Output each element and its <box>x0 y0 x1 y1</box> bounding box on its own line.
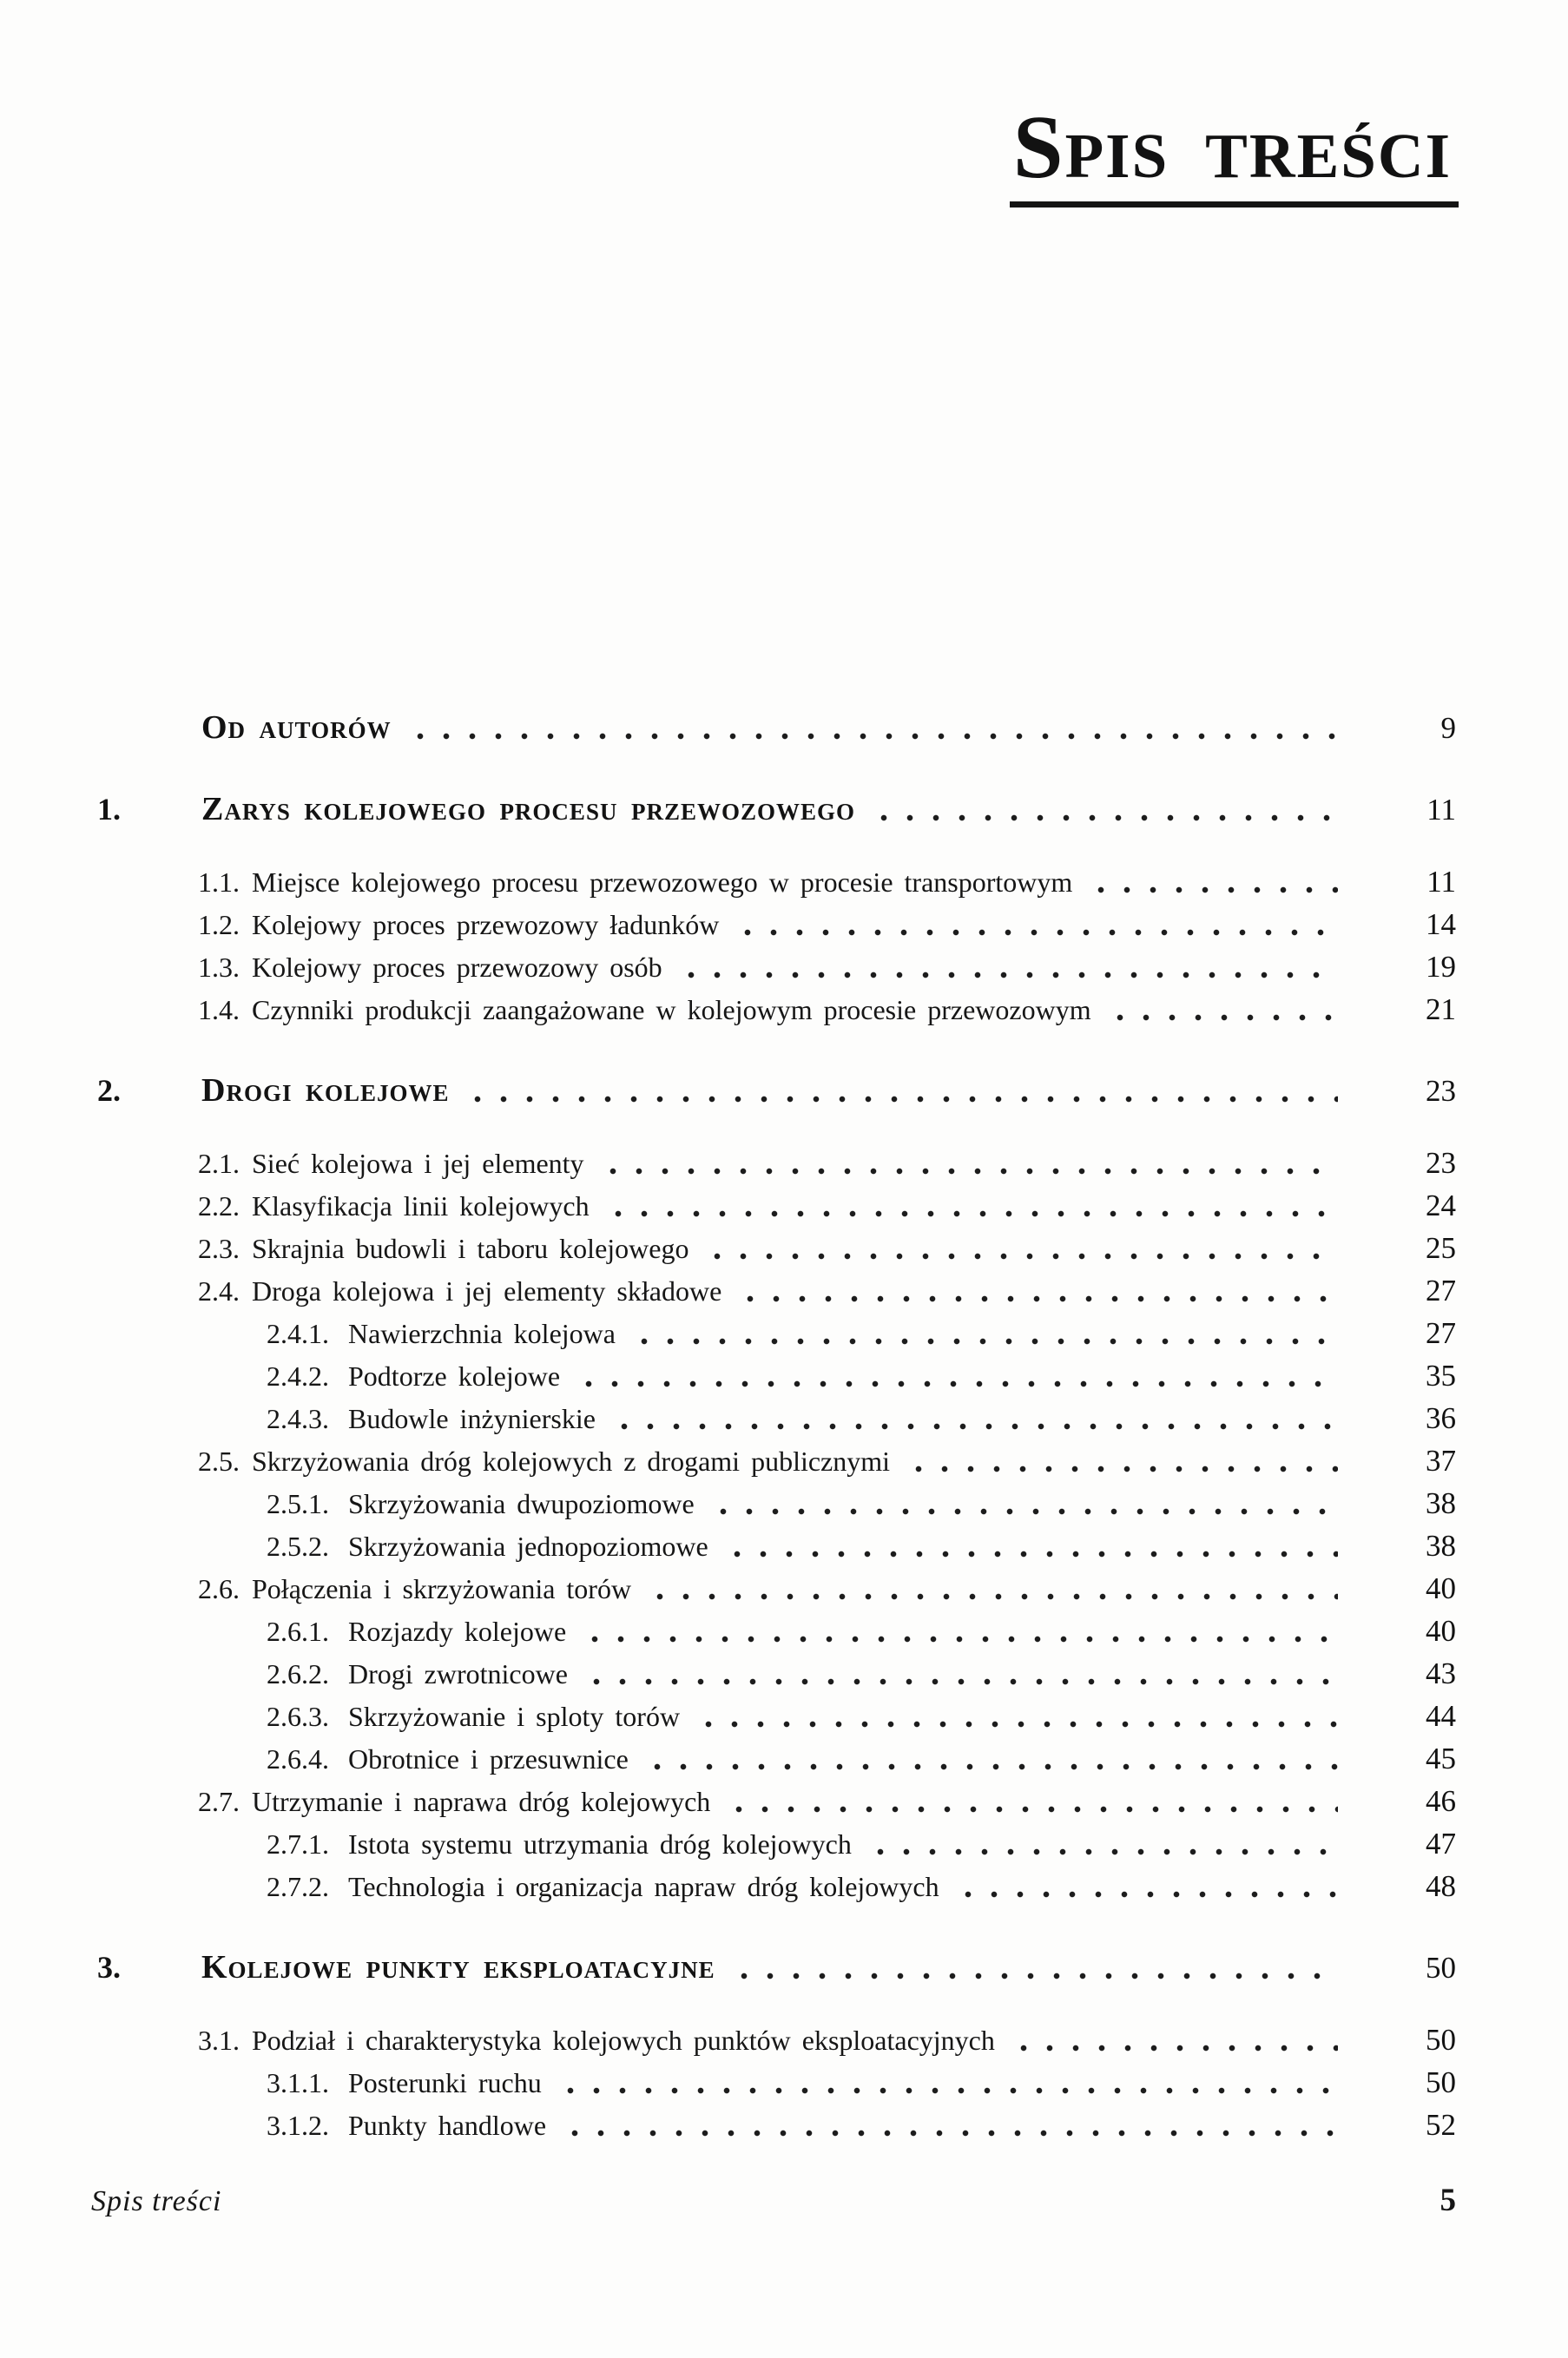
toc-entry-title: Droga kolejowa i jej elementy składowe <box>252 1275 722 1307</box>
toc-entry-title: Skrzyżowania jednopoziomowe <box>348 1531 708 1562</box>
toc-row <box>97 1439 1456 1482</box>
toc-entry-page: 46 <box>1426 1784 1456 1818</box>
toc-entry-number: 2.6.4. <box>267 1743 329 1775</box>
toc-entry-page: 27 <box>1426 1274 1456 1307</box>
toc-entry-page: 23 <box>1426 1074 1456 1108</box>
toc-entry-number: 1.1. <box>198 866 240 898</box>
toc-entry-title: Posterunki ruchu <box>348 2067 542 2098</box>
toc-entry-title: Istota systemu utrzymania dróg kolejowych <box>348 1828 852 1860</box>
toc-entry-number: 2.4.2. <box>267 1360 329 1392</box>
toc-row <box>97 860 1456 903</box>
toc-row <box>97 1312 1456 1354</box>
toc-entry-title: Punkty handlowe <box>348 2110 547 2141</box>
toc-row <box>97 1610 1456 1652</box>
toc-entry-number: 2.4. <box>198 1275 240 1307</box>
toc-entry-page: 11 <box>1426 793 1456 827</box>
toc-entry-title: Klasyfikacja linii kolejowych <box>252 1190 590 1222</box>
toc-entry-title: Czynniki produkcji zaangażowane w kolejowym procesie przewozowym <box>252 994 1091 1025</box>
dot-leader <box>707 1488 1338 1525</box>
toc-entry-page: 23 <box>1426 1146 1456 1180</box>
toc-entry-title: Budowle inżynierskie <box>348 1403 596 1434</box>
dot-leader <box>461 1076 1338 1112</box>
toc-row <box>97 1397 1456 1439</box>
toc-row <box>97 1184 1456 1227</box>
toc-entry-title: Nawierzchnia kolejowa <box>348 1318 616 1349</box>
toc-entry-number: 3.1.1. <box>267 2067 329 2098</box>
toc-entry-title: Utrzymanie i naprawa dróg kolejowych <box>252 1786 711 1817</box>
dot-leader <box>721 1531 1338 1567</box>
toc-entry-number: 2.6. <box>198 1573 240 1604</box>
toc-entry-title: Skrzyżowania dróg kolejowych z drogami publicznymi <box>252 1446 891 1477</box>
toc-entry-number: 2.7.2. <box>267 1871 329 1902</box>
toc-entry-number: 2.2. <box>198 1190 240 1222</box>
dot-leader <box>404 713 1338 749</box>
toc-row <box>97 1822 1456 1865</box>
dot-leader <box>643 1573 1338 1610</box>
toc-entry-number: 2. <box>97 1073 121 1108</box>
toc-entry-page: 47 <box>1426 1827 1456 1861</box>
toc-entry-title: Podział i charakterystyka kolejowych punktów eksploatacyjnych <box>252 2025 995 2056</box>
footer-running-title: Spis treści <box>91 2185 222 2217</box>
dot-leader <box>734 1275 1338 1312</box>
dot-leader <box>731 909 1338 945</box>
toc-entry-title: Kolejowy proces przewozowy ładunków <box>252 909 720 940</box>
toc-entry-page: 50 <box>1426 2065 1456 2099</box>
toc-row <box>97 2104 1456 2146</box>
dot-leader <box>701 1233 1338 1269</box>
dot-leader <box>554 2067 1338 2104</box>
toc-entry-title: Drogi kolejowe <box>201 1072 450 1109</box>
toc-entry-title: Zarys kolejowego procesu przewozowego <box>201 791 855 827</box>
toc-entry-page: 19 <box>1426 950 1456 984</box>
toc-entry-page: 36 <box>1426 1401 1456 1435</box>
toc-entry-number: 2.4.1. <box>267 1318 329 1349</box>
dot-leader <box>1007 2025 1338 2061</box>
dot-leader <box>1084 866 1338 903</box>
toc-entry-title: Od autorów <box>201 709 392 746</box>
dot-leader <box>902 1446 1338 1482</box>
toc-entry-title: Skrzyżowanie i sploty torów <box>348 1701 681 1732</box>
toc-entry-page: 21 <box>1426 992 1456 1026</box>
toc-entry-title: Sieć kolejowa i jej elementy <box>252 1148 584 1179</box>
dot-leader <box>596 1148 1338 1184</box>
toc-entry-page: 11 <box>1426 865 1456 899</box>
toc-entry-page: 45 <box>1426 1742 1456 1775</box>
toc-entry-number: 3. <box>97 1950 121 1985</box>
toc-entry-number: 2.6.2. <box>267 1658 329 1689</box>
toc-row <box>97 1070 1456 1112</box>
toc-entry-number: 2.1. <box>198 1148 240 1179</box>
toc-entry-number: 2.5.1. <box>267 1488 329 1519</box>
toc-entry-number: 2.3. <box>198 1233 240 1264</box>
toc-entry-title: Technologia i organizacja napraw dróg kolejowych <box>348 1871 939 1902</box>
toc-entry-number: 1.3. <box>198 952 240 983</box>
page-title-block <box>1010 97 1459 207</box>
toc-row <box>97 903 1456 945</box>
dot-leader <box>722 1786 1338 1822</box>
toc-entry-number: 2.7.1. <box>267 1828 329 1860</box>
toc-row <box>97 988 1456 1031</box>
dot-leader <box>864 1828 1338 1865</box>
dot-leader <box>867 794 1338 831</box>
toc-entry-number: 2.7. <box>198 1786 240 1817</box>
dot-leader <box>728 1953 1338 1989</box>
toc-row <box>97 2019 1456 2061</box>
toc-entry-number: 2.6.1. <box>267 1616 329 1647</box>
table-of-contents <box>97 707 1456 2146</box>
dot-leader <box>675 952 1338 988</box>
toc-entry-page: 25 <box>1426 1231 1456 1265</box>
dot-leader <box>578 1616 1338 1652</box>
dot-leader <box>558 2110 1338 2146</box>
dot-leader <box>572 1360 1338 1397</box>
dot-leader <box>952 1871 1338 1907</box>
toc-entry-page: 35 <box>1426 1359 1456 1393</box>
toc-entry-page: 9 <box>1440 711 1456 745</box>
dot-leader <box>628 1318 1338 1354</box>
toc-entry-page: 43 <box>1426 1657 1456 1690</box>
toc-entry-number: 1. <box>97 792 121 827</box>
toc-row <box>97 788 1456 831</box>
toc-row <box>97 707 1456 749</box>
toc-entry-page: 24 <box>1426 1189 1456 1222</box>
toc-entry-title: Rozjazdy kolejowe <box>348 1616 567 1647</box>
toc-entry-title: Kolejowy proces przewozowy osób <box>252 952 662 983</box>
toc-row <box>97 1142 1456 1184</box>
dot-leader <box>608 1403 1338 1439</box>
toc-entry-title: Skrzyżowania dwupoziomowe <box>348 1488 695 1519</box>
toc-entry-page: 50 <box>1426 1951 1456 1985</box>
toc-entry-page: 38 <box>1426 1529 1456 1563</box>
page-footer <box>91 2182 1456 2219</box>
toc-entry-page: 37 <box>1426 1444 1456 1478</box>
toc-entry-page: 38 <box>1426 1486 1456 1520</box>
toc-entry-page: 52 <box>1426 2108 1456 2142</box>
dot-leader <box>692 1701 1338 1737</box>
toc-entry-page: 14 <box>1426 907 1456 941</box>
toc-entry-number: 2.5. <box>198 1446 240 1477</box>
toc-row <box>97 1227 1456 1269</box>
toc-row <box>97 1567 1456 1610</box>
toc-row <box>97 1525 1456 1567</box>
toc-entry-title: Połączenia i skrzyżowania torów <box>252 1573 632 1604</box>
dot-leader <box>580 1658 1338 1695</box>
dot-leader <box>641 1743 1338 1780</box>
toc-row <box>97 1354 1456 1397</box>
toc-entry-page: 50 <box>1426 2023 1456 2057</box>
toc-entry-number: 3.1.2. <box>267 2110 329 2141</box>
toc-entry-title: Kolejowe punkty eksploatacyjne <box>201 1949 715 1986</box>
toc-entry-title: Obrotnice i przesuwnice <box>348 1743 629 1775</box>
toc-row <box>97 1482 1456 1525</box>
toc-entry-number: 1.2. <box>198 909 240 940</box>
toc-row <box>97 1780 1456 1822</box>
toc-row <box>97 1946 1456 1989</box>
toc-entry-page: 44 <box>1426 1699 1456 1733</box>
toc-row <box>97 1652 1456 1695</box>
toc-entry-title: Miejsce kolejowego procesu przewozowego w procesie transportowym <box>252 866 1073 898</box>
toc-entry-page: 40 <box>1426 1614 1456 1648</box>
footer-page-number: 5 <box>1440 2183 1456 2218</box>
toc-entry-title: Drogi zwrotnicowe <box>348 1658 568 1689</box>
toc-entry-number: 2.6.3. <box>267 1701 329 1732</box>
toc-row <box>97 1865 1456 1907</box>
toc-entry-page: 27 <box>1426 1316 1456 1350</box>
toc-row <box>97 2061 1456 2104</box>
page-title: Spis treści <box>1010 101 1459 207</box>
toc-row <box>97 1269 1456 1312</box>
toc-row <box>97 1737 1456 1780</box>
toc-row <box>97 1695 1456 1737</box>
toc-entry-page: 48 <box>1426 1869 1456 1903</box>
toc-entry-number: 1.4. <box>198 994 240 1025</box>
toc-entry-page: 40 <box>1426 1571 1456 1605</box>
toc-entry-number: 3.1. <box>198 2025 240 2056</box>
toc-entry-number: 2.5.2. <box>267 1531 329 1562</box>
toc-row <box>97 945 1456 988</box>
toc-entry-title: Podtorze kolejowe <box>348 1360 561 1392</box>
toc-entry-title: Skrajnia budowli i taboru kolejowego <box>252 1233 689 1264</box>
dot-leader <box>602 1190 1338 1227</box>
toc-entry-number: 2.4.3. <box>267 1403 329 1434</box>
dot-leader <box>1104 994 1338 1031</box>
